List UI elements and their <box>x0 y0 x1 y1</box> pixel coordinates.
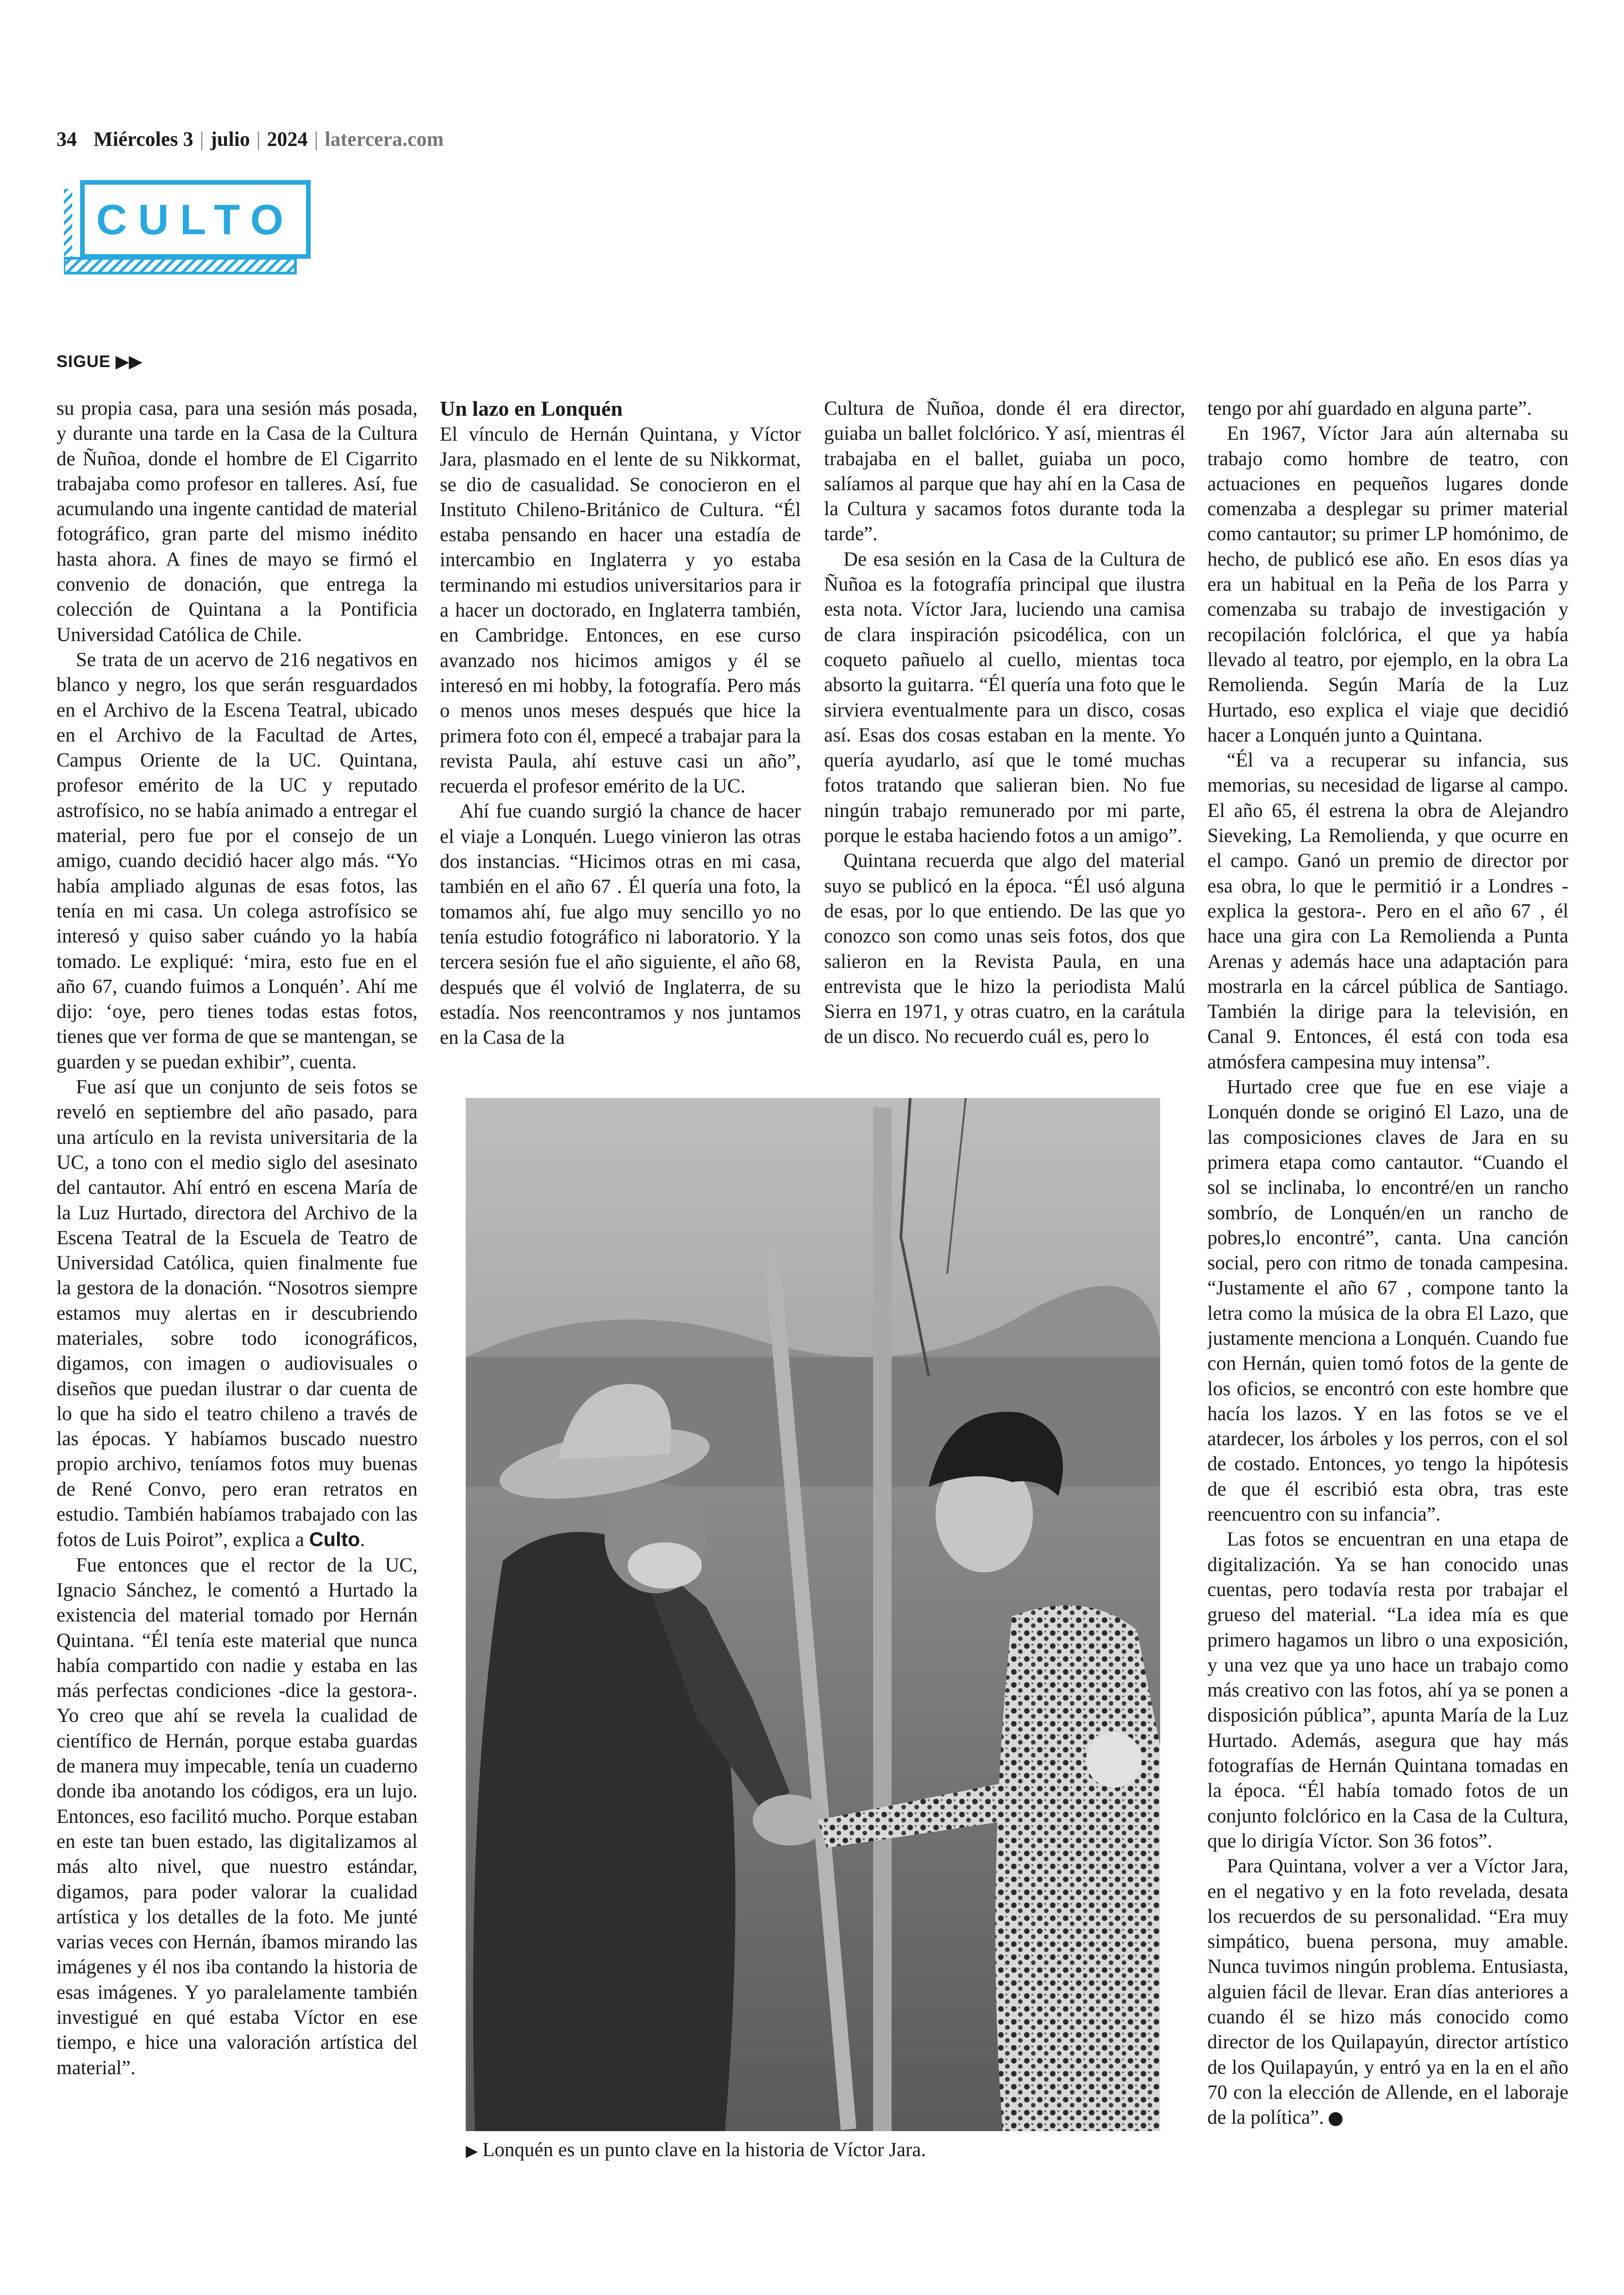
paragraph: Las fotos se encuentran en una etapa de digitalización. Ya se han conocido unas cuentas, pero todavía resta por trabajar el grueso del material. “La idea mía es que primero hagamos un libro o una exposición, y una vez que ya uno hace un trabajo como más creativo con las fotos, ahí ya se ponen a disposición pública”, apunta María de la Luz Hurtado. Además, asegura que hay más fotografías de Hernán Quintana tomadas en la época. “Él había tomado fotos de un conjunto folclórico en la Casa de la Cultura, que lo dirigía Víctor. Son 36 fotos”. <box>1207 1528 1568 1852</box>
paragraph: Ahí fue cuando surgió la chance de hacer el viaje a Lonquén. Luego vinieron las otras dos instancias. “Hicimos otras en mi casa, también en el año 67 . Él quería una foto, la tomamos ahí, fue algo muy sencillo yo no tenía estudio fotográfico ni laboratorio. Y la tercera sesión fue el año siguiente, el año 68, después que él volvió de Inglaterra, de su estadía. Nos reencontramos y nos juntamos en la Casa de la <box>440 800 801 1049</box>
header-separator: | <box>256 127 261 150</box>
article-photo <box>466 1098 1160 2131</box>
paragraph: De esa sesión en la Casa de la Cultura de Ñuñoa es la fotografía principal que ilustra esta nota. Víctor Jara, luciendo una camisa de clara inspiración psicodélica, con un coqueto pañuelo al cuello, mientas toca absorto la guitarra. “Él quería una foto que le sirviera eventualmente para un disco, cosas así. Esas dos cosas estaban en la mente. Yo quería ayudarlo, así que le tomé muchas fotos tratando que salieran bien. No fue ningún trabajo remunerado por mi parte, porque le estaba haciendo fotos a un amigo”. <box>824 548 1185 847</box>
end-of-article-mark <box>1329 2112 1343 2126</box>
paragraph: tengo por ahí guardado en alguna parte”. <box>1207 398 1532 419</box>
article-column-3 <box>824 396 1185 1086</box>
paragraph: Fue así que un conjunto de seis fotos se reveló en septiembre del año pasado, para una artículo en la revista universitaria de la UC, a tono con el medio siglo del asesinato del cantautor. Ahí entró en escena María de la Luz Hurtado, directora del Archivo de la Escena Teatral de la Escuela de Teatro de Universidad Católica, quien finalmente fue la gestora de la donación. “Nosotros siempre estamos muy alertas en ir descubriendo materiales, sobre todo iconográficos, digamos, con imagen o audiovisuales o diseños que puedan ilustrar o dar cuenta de lo que ha sido el teatro chileno a través de las épocas. Y habíamos buscado nuestro propio archivo, teníamos fotos muy buenas de René Convo, pero eran retratos en estudio. También habíamos trabajado con las fotos de Luis Poirot”, explica a Culto. <box>56 1076 418 1551</box>
paragraph: “Él va a recuperar su infancia, sus memorias, su necesidad de ligarse al campo. El año 65, él estrena la obra de Alejandro Sieveking, La Remolienda, y que ocurre en el campo. Ganó un premio de director por esa obra, lo que le permitió ir a Londres -explica la gestora-. Pero en el año 67 , él hace una gira con La Remolienda a Punta Arenas y además hace una adaptación para mostrarla en la cárcel pública de Santiago. También la dirige para la televisión, en Canal 9. Entonces, él está con toda esa atmósfera campesina muy intensa”. <box>1207 749 1568 1073</box>
header-separator: | <box>200 127 204 150</box>
paragraph: El vínculo de Hernán Quintana, y Víctor Jara, plasmado en el lente de su Nikkormat, se dio de casualidad. Se conocieron en el Instituto Chileno-Británico de Cultura. “Él estaba pensando en hacer una estadía de intercambio en Inglaterra y yo estaba terminando mi estudios universitarios para ir a hacer un doctorado, en Inglaterra también, en Cambridge. Entonces, en ese curso avanzado nos hicimos amigos y él se interesó en mi hobby, la fotografía. Pero más o menos unos meses después que hice la primera foto con él, empecé a trabajar para la revista Paula, ahí estuve casi un año”, recuerda el profesor emérito de la UC. <box>440 424 801 798</box>
paragraph-text: Para Quintana, volver a ver a Víctor Jara, en el negativo y en la foto revelada, desata los recuerdos de su personalidad. “Era muy simpático, buena persona, muy amable. Nunca tuvimos ningún problema. Entusiasta, alguien fácil de llevar. Eran días anteriores a cuando él se hizo más conocido como director de los Quilapayún, director artístico de los Quilapayún, y entró ya en la en el año 70 con la elección de Allende, en el laboraje de la política”. <box>1207 1855 1568 2129</box>
continuation-marker: SIGUE ▶▶ <box>56 352 143 371</box>
header-site: latercera.com <box>325 127 444 150</box>
article-column-1 <box>56 396 418 2174</box>
paragraph: En 1967, Víctor Jara aún alternaba su trabajo como hombre de teatro, con actuaciones en pequeños lugares donde comenzaba a desplegar su primer material como cantautor; su primer LP homónimo, de hecho, de publicó ese año. En esos días ya era un habitual en la Peña de los Parra y comenzaba su trabajo de investigación y recopilación folclórica, el que ya había llevado al teatro, por ejemplo, en la obra La Remolienda. Según María de la Luz Hurtado, eso explica el viaje que decidió hacer a Lonquén junto a Quintana. <box>1207 423 1568 746</box>
paragraph: Se trata de un acervo de 216 negativos en blanco y negro, los que serán resguardados en el Archivo de la Escena Teatral, ubicado en el Archivo de la Facultad de Artes, Campus Oriente de la UC. Quintana, profesor emérito de la UC y reputado astrofísico, no se había animado a entregar el material, pero fue por el consejo de un amigo, cuando decidió hacer algo más. “Yo había ampliado algunas de esas fotos, las tenía en mi casa. Un colega astrofísico se interesó y quiso saber cuándo yo la había tomado. Le expliqué: ‘mira, esto fue en el año 67, cuando fuimos a Lonquén’. Ahí me dijo: ‘oye, pero tienes todas estas fotos, tienes que ver forma de que se mantengan, se guarden y se puedan exhibir”, cuenta. <box>56 649 418 1073</box>
header-separator: | <box>314 127 319 150</box>
section-subheading: Un lazo en Lonquén <box>440 397 623 420</box>
culto-section-logo <box>64 180 318 281</box>
photo-caption <box>466 2138 1160 2164</box>
culto-brand-mention: Culto <box>309 1528 360 1551</box>
header-month: julio <box>210 127 250 150</box>
page-number: 34 <box>56 127 77 150</box>
paragraph <box>1207 1854 1568 2130</box>
paragraph: Cultura de Ñuñoa, donde él era director, guiaba un ballet folclórico. Y así, mientras él trabajaba en el ballet, guiaba un poco, salíamos al parque que hay ahí en la Casa de la Cultura y sacamos fotos durante toda la tarde”. <box>824 398 1185 545</box>
caption-arrow-icon: ▶ <box>466 2142 478 2160</box>
header-date: Miércoles 3 <box>94 127 194 150</box>
culto-logo-text: CULTO <box>96 196 295 243</box>
paragraph: Quintana recuerda que algo del material suyo se publicó en la época. “Él usó alguna de esas, por lo que entiendo. De las que yo conozco son como unas seis fotos, dos que salieron en la Revista Paula, en una entrevista que le hizo la periodista Malú Sierra en 1971, y otras cuatro, en la carátula de un disco. No recuerdo cuál es, pero lo <box>824 850 1185 1048</box>
header-year: 2024 <box>267 127 308 150</box>
paragraph-text: Fue así que un conjunto de seis fotos se reveló en septiembre del año pasado, para una artículo en la revista universitaria de la UC, a tono con el medio siglo del asesinato del cantautor. Ahí entró en escena María de la Luz Hurtado, directora del Archivo de la Escena Teatral de la Escuela de Teatro de Universidad Católica, quien finalmente fue la gestora de la donación. “Nosotros siempre estamos muy alertas en ir descubriendo materiales, sobre todo iconográficos, digamos, con imagen o audiovisuales o diseños que puedan ilustrar o dar cuenta de lo que ha sido el teatro chileno a través de las épocas. Y habíamos buscado nuestro propio archivo, teníamos fotos muy buenas de René Convo, pero eran retratos en estudio. También habíamos trabajado con las fotos de Luis Poirot”, explica a <box>56 1076 418 1551</box>
article-column-4 <box>1207 396 1568 2174</box>
caption-text: Lonquén es un punto clave en la historia de Víctor Jara. <box>482 2139 926 2161</box>
paragraph: Fue entonces que el rector de la UC, Ignacio Sánchez, le comentó a Hurtado la existencia del material tomado por Hernán Quintana. “Él tenía este material que nunca había compartido con nadie y estaba en las más perfectas condiciones -dice la gestora-. Yo creo que ahí se revela la cualidad de científico de Hernán, porque estaba guardas de manera muy impecable, tenía un cuaderno donde iba anotando los códigos, era un lujo. Entonces, eso facilitó mucho. Porque estaban en este tan buen estado, las digitalizamos al más alto nivel, que nuestro estándar, digamos, para poder valorar la cualidad artística y los detalles de la foto. Me junté varias veces con Hernán, íbamos mirando las imágenes y él nos iba contando la historia de esas imágenes. Y yo paralelamente también investigué en qué estaba Víctor en ese tiempo, e hice una valoración artística del material”. <box>56 1554 418 2079</box>
page-header <box>56 125 443 153</box>
paragraph: su propia casa, para una sesión más posada, y durante una tarde en la Casa de la Cultura de Ñuñoa, donde el hombre de El Cigarrito trabajaba como profesor en talleres. Así, fue acumulando una ingente cantidad de material fotográfico, gran parte del mismo inédito hasta ahora. A fines de mayo se firmó el convenio de donación, que entrega la colección de Quintana a la Pontificia Universidad Católica de Chile. <box>56 398 418 646</box>
article-column-2 <box>440 396 801 1086</box>
paragraph: Hurtado cree que fue en ese viaje a Lonquén donde se originó El Lazo, una de las composiciones claves de Jara en su primera etapa como cantautor. “Cuando el sol se inclinaba, lo encontré/en un rancho sombrío, de Lonquén/en un rancho de pobres,lo encontré”, canta. Una canción social, pero con ritmo de tonada campesina. “Justamente el año 67 , compone tanto la letra como la música de la obra El Lazo, que justamente menciona a Lonquén. Cuando fue con Hernán, quien tomó fotos de la gente de los oficios, se encontró con este hombre que hacía los lazos. Y en las fotos se ve el atardecer, los árboles y los perros, con el sol de costado. Entonces, yo tengo la hipótesis de que él escribió esta obra, tras este reencuentro con su infancia”. <box>1207 1076 1568 1526</box>
photo-illustration <box>466 1098 1160 2131</box>
